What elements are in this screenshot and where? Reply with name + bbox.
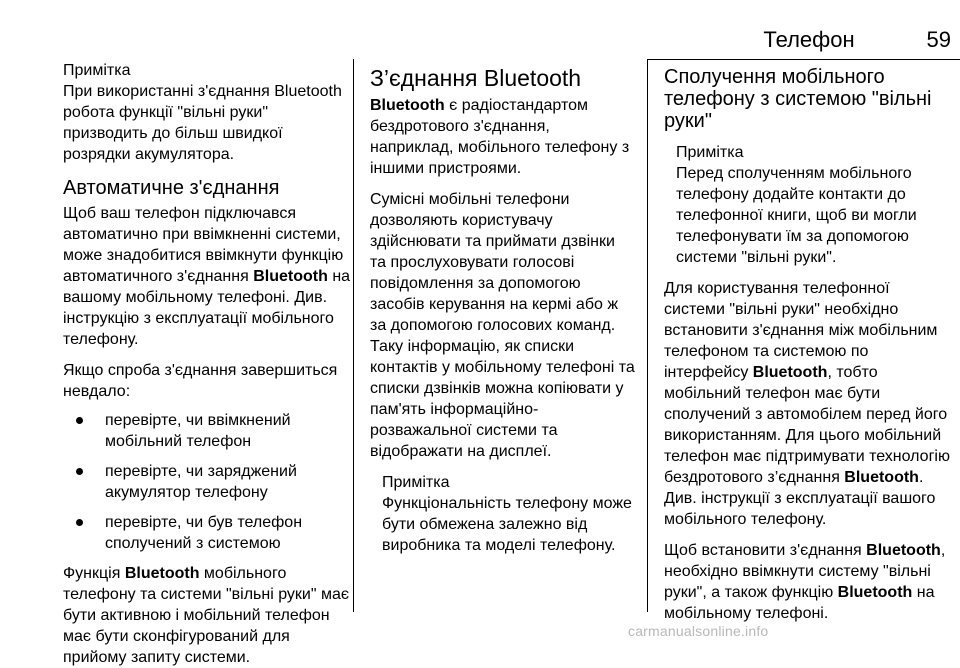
section-heading-bluetooth: З’єднання Bluetooth [370,65,582,91]
column-divider-2 [647,59,648,612]
paragraph: Для користування телефонної системи "вільні руки" необхідно встановити з'єднання між мобільним телефоном та системою по інтерфейсу Bluetooth, тобто мобільний телефон має бути сполучений з автомобілем перед його використанням. Для цього мобільний телефон має підтримувати технологію бездротового з’єднання Bluetooth. Див. інструкції з експлуатації вашого мобільного телефону. [664,280,950,528]
paragraph: Функція Bluetooth мобільного телефону та системи "вільні руки" має бути активною і мобільний телефон має бути сконфігурований для прийому запиту системи. [63,565,350,666]
paragraph: Bluetooth є радіостандартом бездротового з'єднання, наприклад, мобільного телефону з іншими пристроями. [370,97,630,177]
bullet-list [63,410,353,554]
paragraph: Сумісні мобільні телефони дозволяють користувачу здійснювати та приймати дзвінки та прослуховувати голосові повідомлення за допомогою засобів керування на кермі або ж за допомогою голосових команд. Таку інформацію, як списки контактів у мобільному телефоні та списки дзвінків можна копіювати у пам'ять інформаційно-розважальної системи та відображати на дисплеї. [370,191,635,460]
page-number: 59 [926,27,951,52]
list-item: перевірте, чи був телефон сполучений з системою [63,512,353,554]
paragraph: Щоб ваш телефон підключався автоматично при ввімкненні системи, може знадобитися ввімкнути функцію автоматичного з'єднання Bluetooth на вашому мобільному телефоні. Див. інструкцію з експлуатації мобільного телефону. [63,205,351,348]
watermark: carmanualsonline.info [628,623,769,639]
note-label: Примітка [676,144,744,161]
section-heading-pairing: Сполучення мобільного телефону з системою "вільні руки" [664,66,932,132]
list-item: перевірте, чи ввімкнений мобільний телефон [63,410,353,452]
note-label: Примітка [382,474,450,491]
page-title: Телефон [763,27,855,52]
note-text: Перед сполученням мобільного телефону додайте контакти до телефонної книги, щоб ви могли телефонувати їм за допомогою системи "вільні руки". [676,165,917,266]
note-block [664,142,954,268]
note-label: Примітка [63,62,131,79]
note-block [370,472,635,556]
page-header [0,0,960,56]
section-heading-auto-connect: Автоматичне з'єднання [63,177,280,199]
paragraph: Щоб встановити з'єднання Bluetooth, необхідно ввімкнути систему "вільні руки", а також функцію Bluetooth на мобільному телефоні. [664,542,946,622]
note-text: При використанні з'єднання Bluetooth робота функції "вільні руки" призводить до більш швидкої розрядки акумулятора. [63,83,342,163]
column-left [63,60,353,668]
column-middle [370,60,635,556]
column-right [664,60,954,624]
paragraph: Якщо спроба з'єднання завершиться невдало: [63,362,338,400]
note-text: Функціональність телефону може бути обмежена залежно від виробника та моделі телефону. [382,495,632,554]
column-divider-1 [353,59,354,612]
list-item: перевірте, чи заряджений акумулятор телефону [63,461,353,503]
